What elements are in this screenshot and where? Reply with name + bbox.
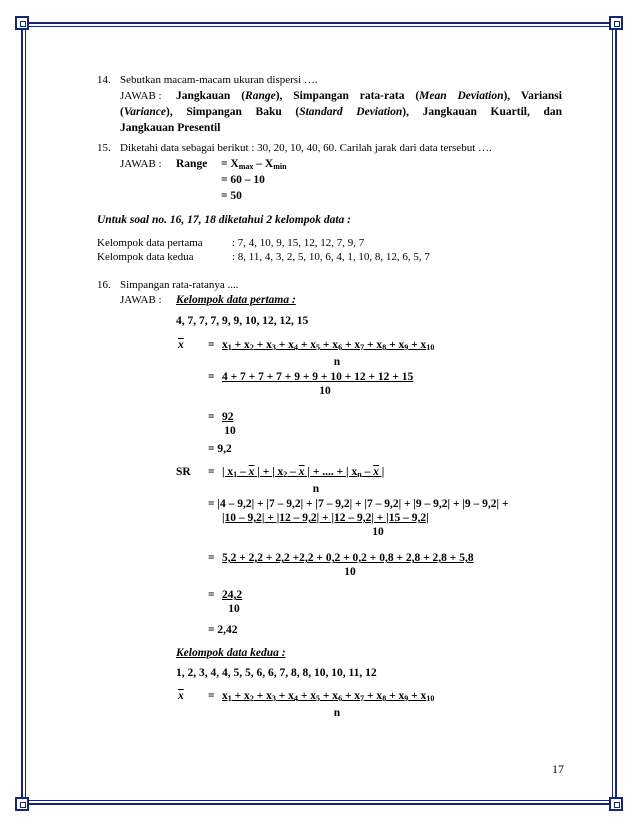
q16-number: 16. bbox=[97, 279, 111, 291]
group1-sorted: 4, 7, 7, 7, 9, 9, 10, 12, 12, 15 bbox=[176, 315, 309, 327]
corner-ornament bbox=[15, 16, 29, 30]
q16-question: Simpangan rata-ratanya .... bbox=[120, 279, 239, 291]
sr-formula: $\frac{| x_1 - x | + | x_2 - x | + .... + | x_n - x |}{n}$ bbox=[222, 466, 385, 495]
equals-sign: = bbox=[208, 339, 215, 351]
group2-mean-formula: $\frac{x_1 + x_2 + x_3 + x_4 + x_5 + x_6 + x_7 + x_8 + x_9 + x_{10}}{n}$ bbox=[222, 690, 435, 719]
sr-label: SR bbox=[176, 466, 191, 478]
q15-number: 15. bbox=[97, 142, 111, 154]
q14-answer-line2: (Variance), Simpangan Baku (Standard Deviation), Jangkauan Kuartil, dan bbox=[120, 106, 563, 118]
corner-ornament bbox=[15, 797, 29, 811]
q15-result: = 50 bbox=[221, 190, 242, 202]
q15-range-label: Range bbox=[176, 158, 208, 170]
group2-sorted: 1, 2, 3, 4, 4, 5, 5, 6, 6, 7, 8, 8, 10, 10, 11, 12 bbox=[176, 667, 377, 679]
corner-ornament bbox=[609, 797, 623, 811]
q15-answer-label: JAWAB : bbox=[120, 158, 162, 170]
mean-result: = 9,2 bbox=[208, 443, 232, 455]
mean-symbol: $\overline{x}$ bbox=[178, 690, 184, 702]
equals-sign: = bbox=[208, 552, 215, 564]
mean-step1: $\frac{4 + 7 + 7 + 7 + 9 + 9 + 10 + 12 + 12 + 15}{10}$ bbox=[222, 371, 414, 397]
sr-step3: $\frac{24,2}{10}$ bbox=[222, 589, 243, 615]
group1-label: Kelompok data pertama bbox=[97, 237, 203, 249]
sr-result: = 2,42 bbox=[208, 624, 238, 636]
group2-label: Kelompok data kedua bbox=[97, 251, 194, 263]
group2-heading: Kelompok data kedua : bbox=[176, 647, 286, 659]
equals-sign: = bbox=[208, 589, 215, 601]
q14-answer-line3: Jangkauan Presentil bbox=[120, 122, 221, 134]
q15-question: Diketahi data sebagai berikut : 30, 20, 10, 40, 60. Carilah jarak dari data tersebut …. bbox=[120, 142, 492, 154]
q15-range-formula: = $X_{max} - X_{min}$ bbox=[221, 158, 287, 171]
equals-sign: = bbox=[208, 371, 215, 383]
equals-sign: = bbox=[208, 466, 215, 478]
group1-heading: Kelompok data pertama : bbox=[176, 294, 296, 306]
group2-values: : 8, 11, 4, 3, 2, 5, 10, 6, 4, 1, 10, 8, 12, 6, 5, 7 bbox=[232, 251, 430, 263]
equals-sign: = bbox=[208, 411, 215, 423]
mean-symbol: $\overline{x}$ bbox=[178, 339, 184, 351]
q14-answer-line1: Jangkauan (Range), Simpangan rata-rata (Mean Deviation), Variansi bbox=[176, 90, 562, 102]
page-number: 17 bbox=[552, 762, 564, 776]
sr-step2: $\frac{5,2 + 2,2 + 2,2 +2,2 + 0,2 + 0,2 + 0,8 + 2,8 + 2,8 + 5,8}{10}$ bbox=[222, 552, 474, 578]
equals-sign: = bbox=[208, 690, 215, 702]
q14-answer-label: JAWAB : bbox=[120, 90, 162, 102]
q14-number: 14. bbox=[97, 74, 111, 86]
sr-step1: = |4 – 9,2| + |7 – 9,2| + |7 – 9,2| + |7 – 9,2| + |9 – 9,2| + |9 – 9,2| + |10 – 9,2| + |12 – 9,2| + |12 – 9,2| + |15 – 9,2| 10 bbox=[208, 498, 509, 538]
q16-answer-label: JAWAB : bbox=[120, 294, 162, 306]
mean-step2: $\frac{92}{10}$ bbox=[222, 411, 236, 437]
mean-formula: $\frac{x_1 + x_2 + x_3 + x_4 + x_5 + x_6 + x_7 + x_8 + x_9 + x_{10}}{n}$ bbox=[222, 339, 435, 368]
corner-ornament bbox=[609, 16, 623, 30]
q15-step1: = 60 – 10 bbox=[221, 174, 265, 186]
q14-question: Sebutkan macam-macam ukuran dispersi …. bbox=[120, 74, 318, 86]
data-intro: Untuk soal no. 16, 17, 18 diketahui 2 kelompok data : bbox=[97, 214, 351, 226]
group1-values: : 7, 4, 10, 9, 15, 12, 12, 7, 9, 7 bbox=[232, 237, 365, 249]
